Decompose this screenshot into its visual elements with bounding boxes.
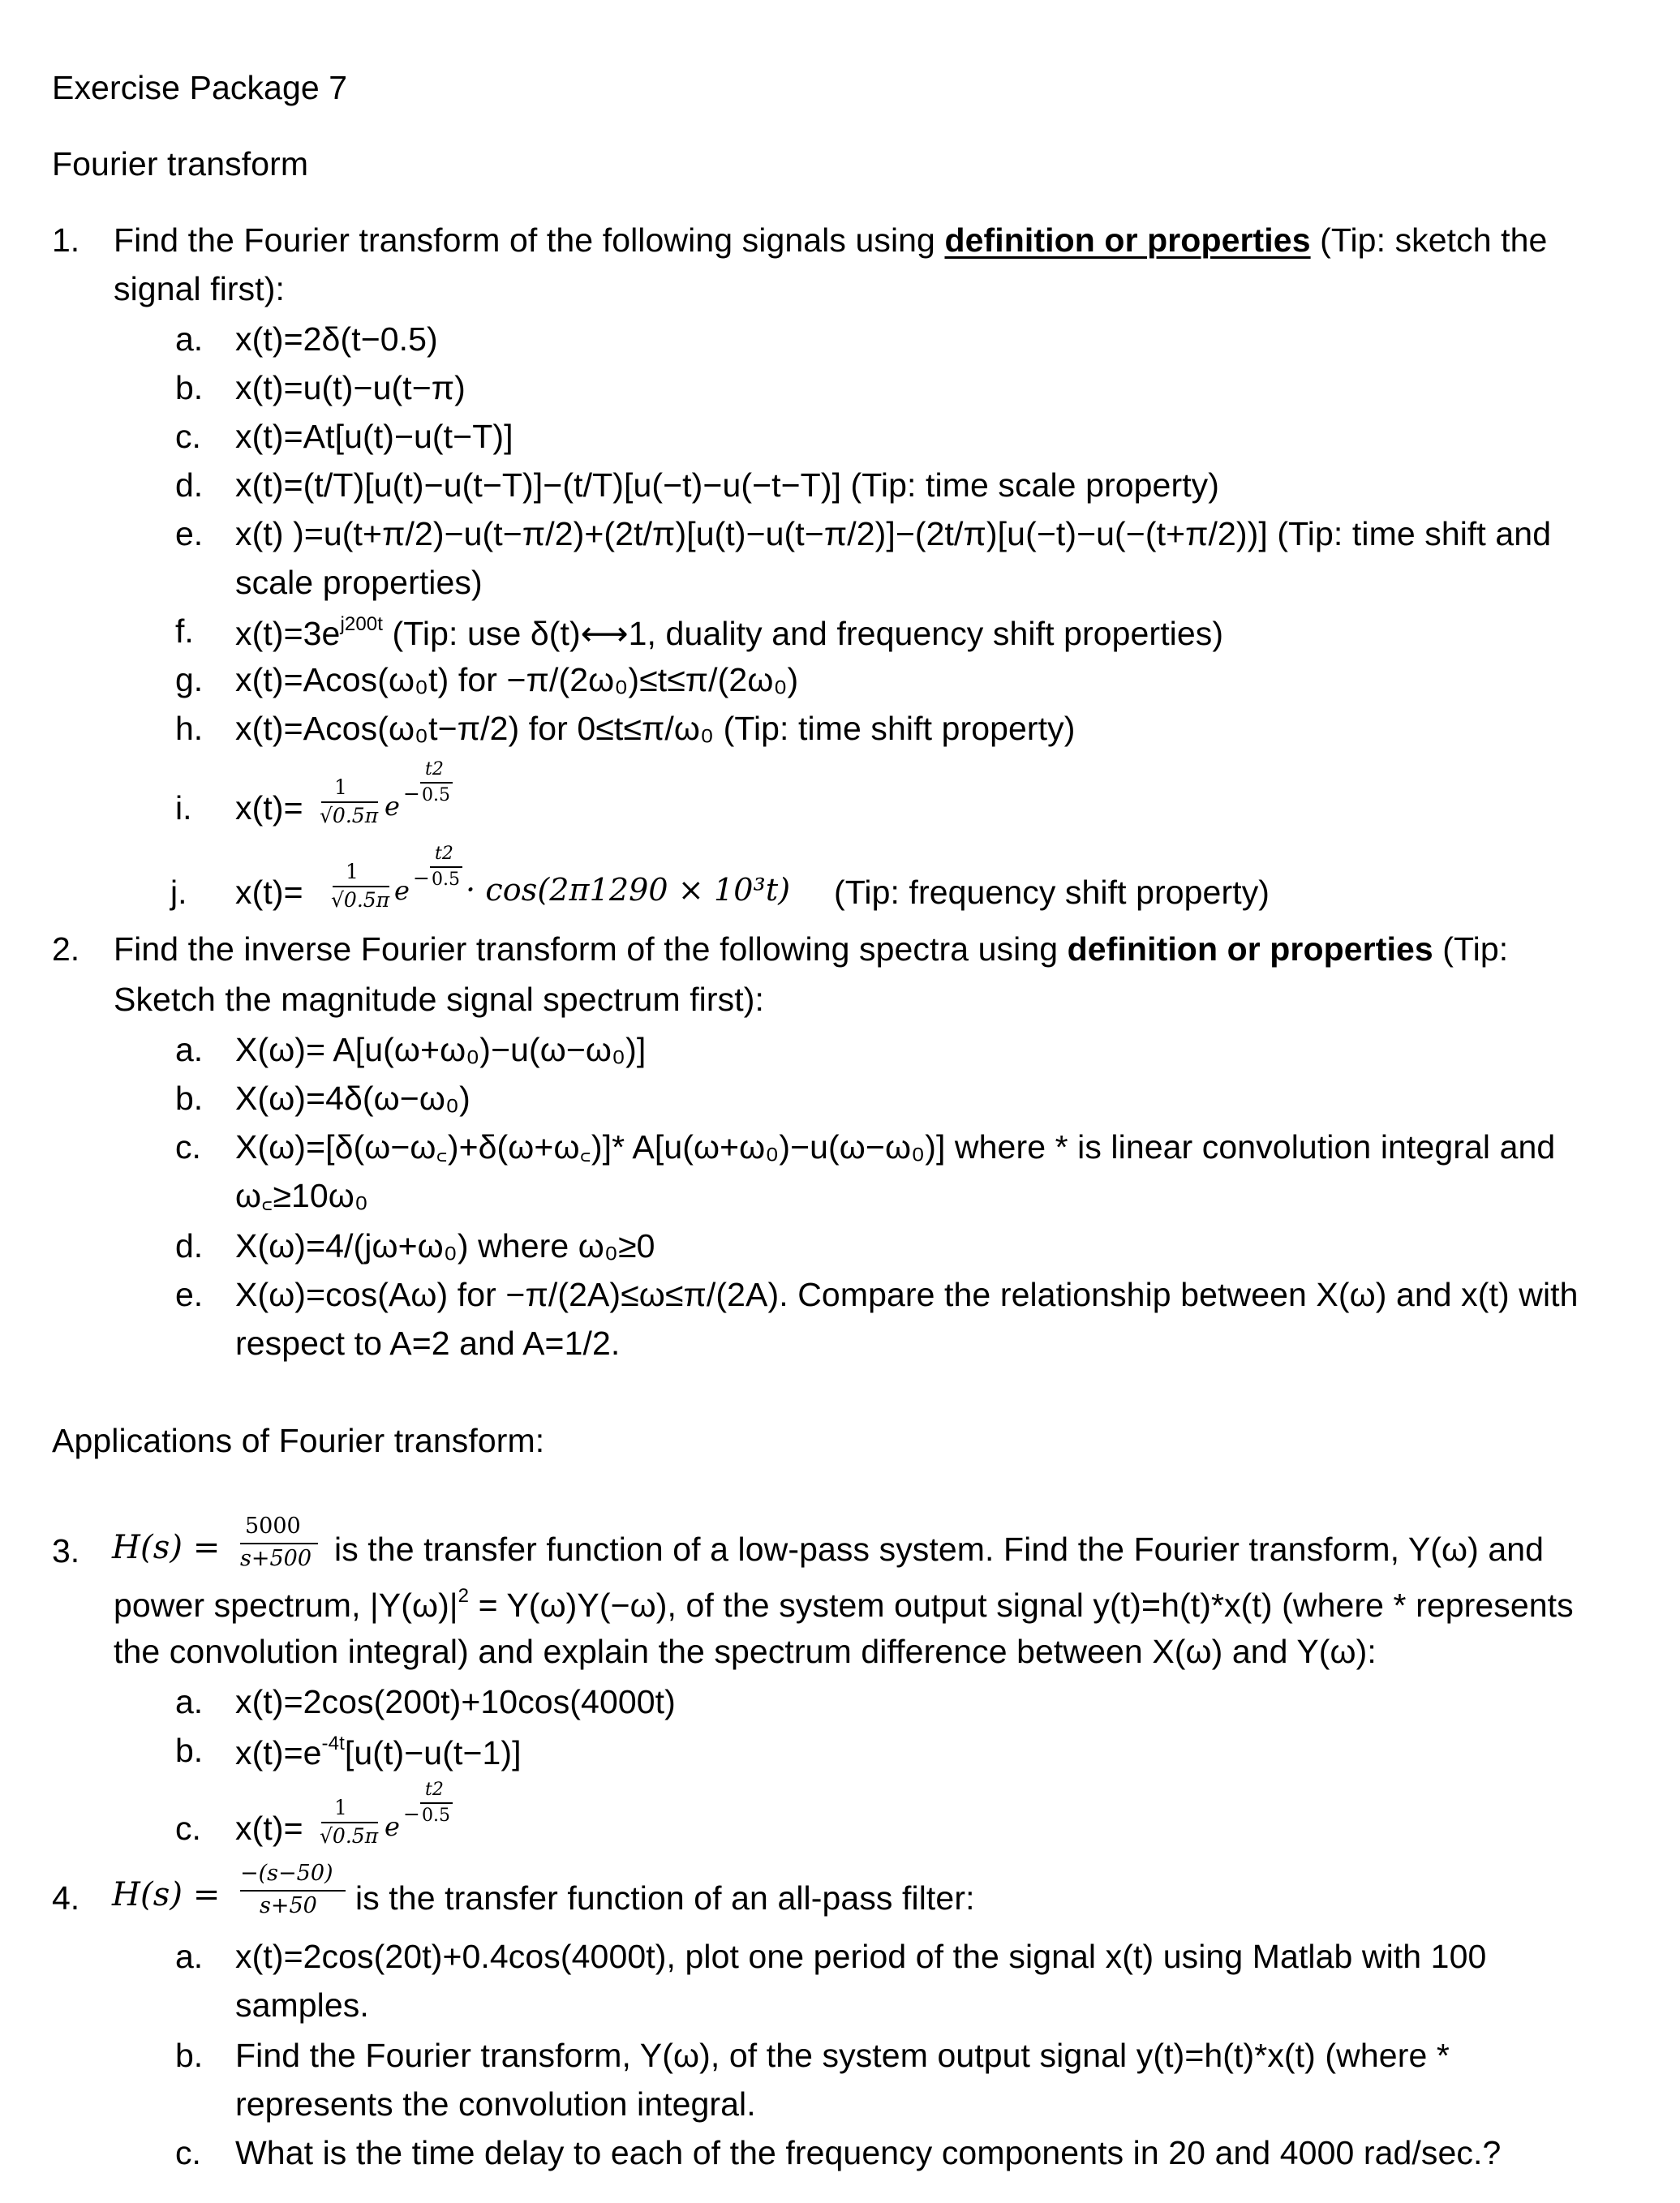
q1-item-f-exponent: j200t	[340, 613, 383, 635]
q2-intro-line1	[114, 930, 1509, 968]
q1-item-j-tip: (Tip: frequency shift property)	[834, 874, 1270, 911]
fraction-bar	[240, 1890, 346, 1892]
q2-item-d: X(ω)=4/(jω+ω₀) where ω₀≥0	[235, 1227, 655, 1265]
q2-item-e: X(ω)=cos(Aω) for −π/(2A)≤ω≤π/(2A). Compare the relationship between X(ω) and x(t) with	[235, 1276, 1579, 1313]
q2-item-label: a.	[175, 1031, 204, 1068]
q4-line1: is the transfer function of an all-pass filter:	[355, 1879, 975, 1917]
q4-lhs: H(s) =	[112, 1876, 221, 1913]
q4-item-c: What is the time delay to each of the frequency components in 20 and 4000 rad/sec.?	[235, 2134, 1502, 2171]
q1-item-e-cont: scale properties)	[235, 564, 483, 601]
q1-item-label: j.	[170, 874, 187, 911]
q4-frac-denominator: s+50	[260, 1893, 317, 1918]
q2-item-c: X(ω)=[δ(ω−ω꜀)+δ(ω+ω꜀)]* A[u(ω+ω₀)−u(ω−ω₀)] where * is linear convolution integral and	[235, 1128, 1556, 1166]
q2-item-e-cont: respect to A=2 and A=1/2.	[235, 1325, 621, 1362]
q3-item-label: a.	[175, 1683, 204, 1720]
q2-item-c-cont: ω꜀≥10ω₀	[235, 1177, 369, 1214]
q1-item-label: b.	[175, 369, 204, 406]
q2-intro-tip: (Tip:	[1433, 930, 1509, 968]
q1-item-label: i.	[175, 789, 192, 827]
gauss-numerator: 1	[334, 775, 347, 799]
gauss-exp-denominator: 0.5	[432, 870, 460, 890]
q3-item-b	[235, 1734, 522, 1770]
gauss-denominator: √0.5π	[320, 1824, 379, 1848]
q3-line2-rest: = Y(ω)Y(−ω), of the system output signal y(t)=h(t)*x(t) (where * represents	[469, 1587, 1574, 1624]
fraction-bar	[321, 801, 378, 803]
q4-item-a-cont: samples.	[235, 1986, 369, 2024]
gauss-exp-sign: −	[413, 866, 430, 890]
q1-item-label: a.	[175, 320, 204, 358]
gauss-exp-numerator: t2	[435, 844, 453, 864]
q3-line2-text: power spectrum, |Y(ω)|	[114, 1587, 458, 1624]
q4-item-label: c.	[175, 2134, 201, 2171]
fraction-bar	[420, 782, 453, 784]
q4-number: 4.	[52, 1879, 80, 1917]
fraction-bar	[333, 886, 389, 887]
q4-item-b-cont: represents the convolution integral.	[235, 2085, 756, 2123]
q2-number: 2.	[52, 930, 80, 968]
q2-item-label: d.	[175, 1227, 204, 1265]
q1-item-label: d.	[175, 466, 204, 504]
q3-lhs: H(s) =	[112, 1529, 221, 1566]
fraction-bar	[240, 1543, 318, 1544]
q3-item-b-exponent: -4t	[321, 1733, 345, 1754]
fraction-bar	[321, 1822, 378, 1823]
document-title: Exercise Package 7	[52, 69, 348, 106]
gauss-exp-denominator: 0.5	[422, 1806, 450, 1826]
q1-item-label: g.	[175, 661, 204, 698]
q2-intro-text: Find the inverse Fourier transform of the following spectra using	[114, 930, 1068, 968]
gauss-exp-denominator: 0.5	[422, 785, 450, 805]
q1-item-i-pre: x(t)=	[235, 789, 303, 827]
q4-frac-numerator: −(s−50)	[240, 1861, 333, 1886]
q1-item-f-pre: x(t)=3e	[235, 615, 341, 652]
q1-intro-text: Find the Fourier transform of the following signals using	[114, 221, 945, 259]
q3-frac-denominator: s+500	[240, 1546, 312, 1571]
q1-item-a: x(t)=2δ(t−0.5)	[235, 320, 438, 358]
q1-intro-tip: (Tip: sketch the	[1310, 221, 1548, 259]
q1-number: 1.	[52, 221, 80, 259]
q1-intro-line2: signal first):	[114, 270, 286, 307]
q4-item-b: Find the Fourier transform, Y(ω), of the system output signal y(t)=h(t)*x(t) (where *	[235, 2037, 1450, 2074]
q2-intro-bold: definition or properties	[1067, 930, 1433, 968]
q3-line2	[114, 1587, 1574, 1622]
q1-intro-bold: definition or properties	[944, 221, 1311, 259]
q2-item-label: b.	[175, 1080, 204, 1117]
q1-item-e: x(t) )=u(t+π/2)−u(t−π/2)+(2t/π)[u(t)−u(t−π/2)]−(2t/π)[u(−t)−u(−(t+π/2))] (Tip: time shift and	[235, 515, 1552, 552]
q3-line3: the convolution integral) and explain the spectrum difference between X(ω) and Y(ω):	[114, 1633, 1377, 1670]
q2-item-label: c.	[175, 1128, 201, 1166]
gauss-denominator: √0.5π	[331, 888, 390, 912]
q1-item-j-cos: · cos(2π1290 × 10³t)	[466, 872, 791, 908]
q1-item-d: x(t)=(t/T)[u(t)−u(t−T)]−(t/T)[u(−t)−u(−t−T)] (Tip: time scale property)	[235, 466, 1220, 504]
gauss-numerator: 1	[334, 1796, 347, 1819]
q3-item-label: c.	[175, 1810, 201, 1847]
q2-intro-line2: Sketch the magnitude signal spectrum first):	[114, 981, 764, 1018]
applications-heading: Applications of Fourier transform:	[52, 1422, 545, 1459]
q3-line2-exponent: 2	[458, 1585, 470, 1607]
q1-item-f-post: (Tip: use δ(t)⟷1, duality and frequency shift properties)	[383, 615, 1224, 652]
section-title: Fourier transform	[52, 145, 309, 183]
fraction-bar	[430, 866, 462, 868]
q2-item-label: e.	[175, 1276, 204, 1313]
q3-frac-numerator: 5000	[245, 1514, 301, 1539]
q1-item-c: x(t)=At[u(t)−u(t−T)]	[235, 418, 513, 455]
q1-item-f	[235, 615, 1223, 651]
q4-item-label: a.	[175, 1938, 204, 1975]
q1-intro-line1	[114, 221, 1548, 259]
q1-item-label: c.	[175, 418, 201, 455]
q3-item-b-post: [u(t)−u(t−1)]	[344, 1734, 522, 1771]
gauss-denominator: √0.5π	[320, 804, 379, 827]
q1-item-b: x(t)=u(t)−u(t−π)	[235, 369, 466, 406]
q3-item-c-pre: x(t)=	[235, 1810, 303, 1847]
q1-item-label: e.	[175, 515, 204, 552]
q3-item-b-pre: x(t)=e	[235, 1734, 322, 1771]
fraction-bar	[420, 1802, 453, 1804]
q1-item-j-pre: x(t)=	[235, 874, 303, 911]
gauss-exp-numerator: t2	[425, 1780, 444, 1800]
gauss-exp-base: e	[394, 875, 410, 906]
gauss-exp-numerator: t2	[425, 759, 444, 779]
q2-item-a: X(ω)= A[u(ω+ω₀)−u(ω−ω₀)]	[235, 1031, 647, 1068]
gauss-exp-sign: −	[403, 1802, 420, 1826]
q1-item-h: x(t)=Acos(ω₀t−π/2) for 0≤t≤π/ω₀ (Tip: time shift property)	[235, 710, 1076, 747]
q1-item-g: x(t)=Acos(ω₀t) for −π/(2ω₀)≤t≤π/(2ω₀)	[235, 661, 799, 698]
q3-line1: is the transfer function of a low-pass system. Find the Fourier transform, Y(ω) and	[334, 1531, 1545, 1568]
q1-item-label: h.	[175, 710, 204, 747]
gauss-exp-sign: −	[403, 782, 420, 805]
gauss-numerator: 1	[346, 860, 359, 883]
q1-item-label: f.	[175, 612, 194, 650]
q4-item-a: x(t)=2cos(20t)+0.4cos(4000t), plot one period of the signal x(t) using Matlab with 100	[235, 1938, 1487, 1975]
q3-item-label: b.	[175, 1732, 204, 1769]
q2-item-b: X(ω)=4δ(ω−ω₀)	[235, 1080, 470, 1117]
q3-number: 3.	[52, 1532, 80, 1570]
q4-item-label: b.	[175, 2037, 204, 2074]
q3-item-a: x(t)=2cos(200t)+10cos(4000t)	[235, 1683, 676, 1720]
gauss-exp-base: e	[385, 791, 400, 822]
gauss-exp-base: e	[385, 1811, 400, 1842]
